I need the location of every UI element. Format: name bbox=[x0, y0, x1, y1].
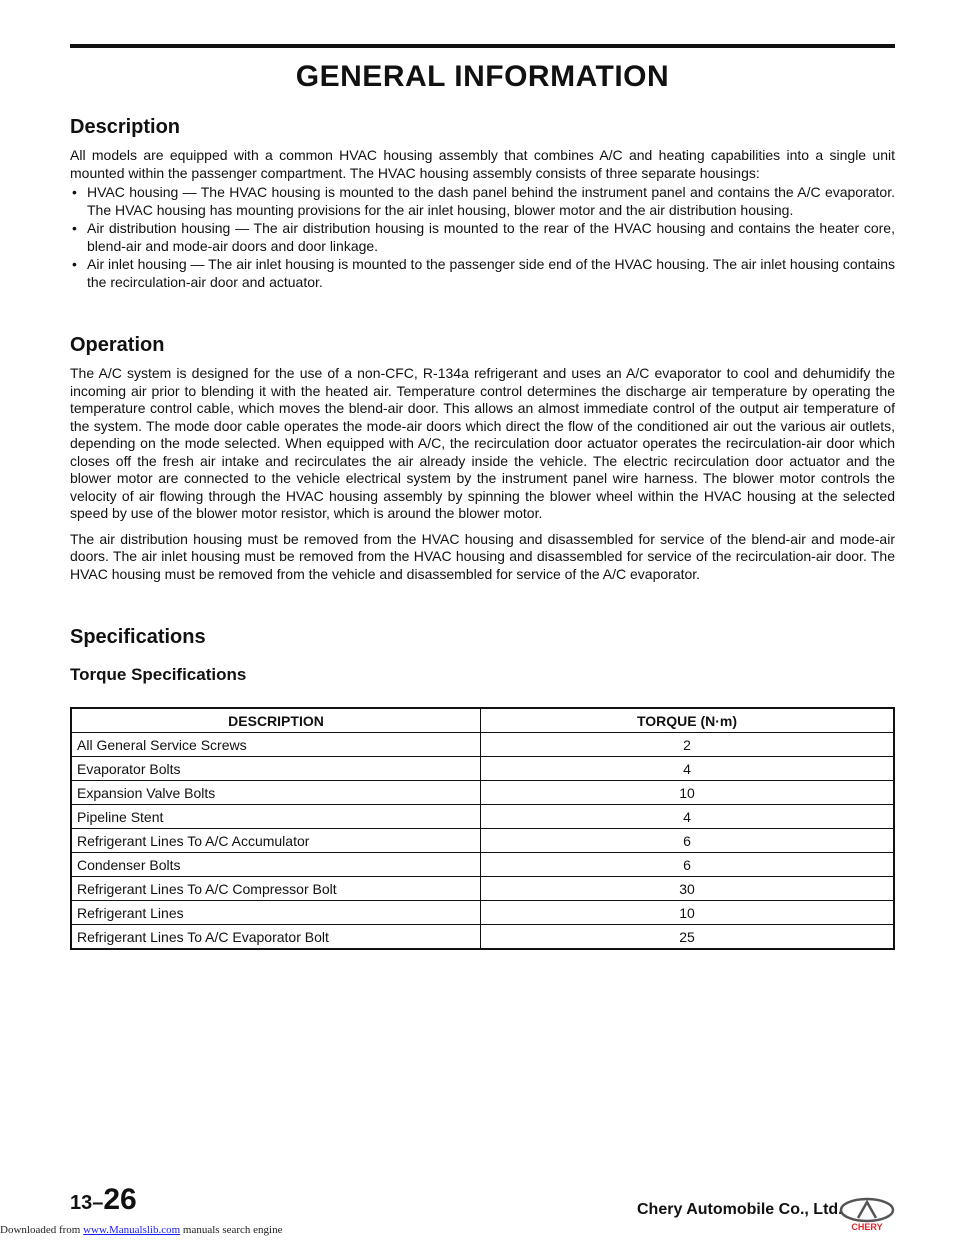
list-item: • HVAC housing — The HVAC housing is mounted to the dash panel behind the instrument panel and contains the A/C evaporator. The HVAC housing has mounting provisions for the air inlet housing, blower motor and the air distribution housing. bbox=[72, 184, 895, 218]
table-row bbox=[71, 925, 894, 950]
table-row bbox=[71, 853, 894, 877]
torque-cell: 25 bbox=[481, 925, 895, 950]
download-note: Downloaded from www.Manualslib.com manuals search engine bbox=[0, 1224, 283, 1236]
description-cell: Pipeline Stent bbox=[71, 805, 481, 829]
table-row bbox=[71, 829, 894, 853]
company-name: Chery Automobile Co., Ltd. bbox=[637, 1201, 843, 1218]
description-cell: Refrigerant Lines bbox=[71, 901, 481, 925]
torque-cell: 10 bbox=[481, 901, 895, 925]
description-cell: All General Service Screws bbox=[71, 733, 481, 757]
torque-cell: 4 bbox=[481, 805, 895, 829]
table-row bbox=[71, 781, 894, 805]
torque-cell: 30 bbox=[481, 877, 895, 901]
list-item: • Air distribution housing — The air distribution housing is mounted to the rear of the HVAC housing and contains the heater core, blend-air and mode-air doors and door linkage. bbox=[72, 220, 895, 254]
table-header-row bbox=[71, 708, 894, 733]
housing-list bbox=[70, 184, 895, 291]
torque-table bbox=[70, 707, 895, 950]
torque-cell: 10 bbox=[481, 781, 895, 805]
torque-cell: 4 bbox=[481, 757, 895, 781]
description-cell: Refrigerant Lines To A/C Compressor Bolt bbox=[71, 877, 481, 901]
description-cell: Refrigerant Lines To A/C Accumulator bbox=[71, 829, 481, 853]
column-header-description: DESCRIPTION bbox=[71, 708, 481, 733]
operation-paragraph: The A/C system is designed for the use of a non-CFC, R-134a refrigerant and uses an A/C evaporator to cool and dehumidify the incoming air prior to blending it with the heated air. Temperature control determines the discharge air temperature by operating the temperature control cable, which moves the blend-air door. This allows an almost immediate control of the output air temperature of the system. The mode door cable operates the mode-air doors which direct the flow of the conditioned air out the various air outlets, depending on the mode selected. When equipped with A/C, the recirculation door actuator operates the recirculation-air door which closes off the fresh air intake and recirculates the air already inside the vehicle. The electric recirculation door actuator and the blower motor are connected to the vehicle electrical system by the instrument panel wire harness. The blower motor controls the velocity of air flowing through the HVAC housing assembly by spinning the blower wheel within the HVAC housing at the selected speed by use of the blower motor resistor, which is around the blower motor. bbox=[70, 365, 895, 521]
table-row bbox=[71, 901, 894, 925]
bullet-icon: • bbox=[72, 256, 77, 272]
page-title: GENERAL INFORMATION bbox=[295, 60, 670, 93]
table-row bbox=[71, 733, 894, 757]
torque-subheading: Torque Specifications bbox=[70, 665, 247, 684]
torque-cell: 6 bbox=[481, 853, 895, 877]
specifications-heading: Specifications bbox=[70, 626, 206, 648]
top-rule bbox=[70, 44, 895, 48]
table-row bbox=[71, 877, 894, 901]
description-intro: All models are equipped with a common HVAC housing assembly that combines A/C and heating capabilities into a single unit mounted within the passenger compartment. The HVAC housing assembly consists of three separate housings: bbox=[70, 147, 895, 181]
description-cell: Condenser Bolts bbox=[71, 853, 481, 877]
operation-paragraph: The air distribution housing must be removed from the HVAC housing and disassembled for service of the blend-air and mode-air doors. The air inlet housing must be removed from the HVAC housing and disassembled for service of the recirculation-air door. The HVAC housing must be removed from the vehicle and disassembled for service of the A/C evaporator. bbox=[70, 530, 895, 582]
bullet-icon: • bbox=[72, 220, 77, 236]
specifications-section bbox=[70, 626, 895, 685]
description-cell: Evaporator Bolts bbox=[71, 757, 481, 781]
chapter-number: 13– bbox=[70, 1192, 104, 1214]
operation-heading: Operation bbox=[70, 334, 165, 356]
bullet-icon: • bbox=[72, 184, 77, 200]
description-cell: Expansion Valve Bolts bbox=[71, 781, 481, 805]
torque-cell: 6 bbox=[481, 829, 895, 853]
column-header-torque: TORQUE (N·m) bbox=[481, 708, 895, 733]
description-section bbox=[70, 116, 895, 292]
description-cell: Refrigerant Lines To A/C Evaporator Bolt bbox=[71, 925, 481, 950]
operation-section bbox=[70, 334, 895, 591]
manualslib-link[interactable]: www.Manualslib.com bbox=[83, 1224, 181, 1236]
page-number bbox=[70, 1183, 137, 1217]
list-item: • Air inlet housing — The air inlet housing is mounted to the passenger side end of the HVAC housing. The air inlet housing contains the recirculation-air door and actuator. bbox=[72, 256, 895, 290]
table-row bbox=[71, 805, 894, 829]
chery-logo-icon bbox=[838, 1196, 896, 1232]
torque-cell: 2 bbox=[481, 733, 895, 757]
description-heading: Description bbox=[70, 116, 181, 138]
logo-wordmark: CHERY bbox=[851, 1222, 883, 1232]
page-number-value: 26 bbox=[103, 1183, 137, 1216]
table-row bbox=[71, 757, 894, 781]
